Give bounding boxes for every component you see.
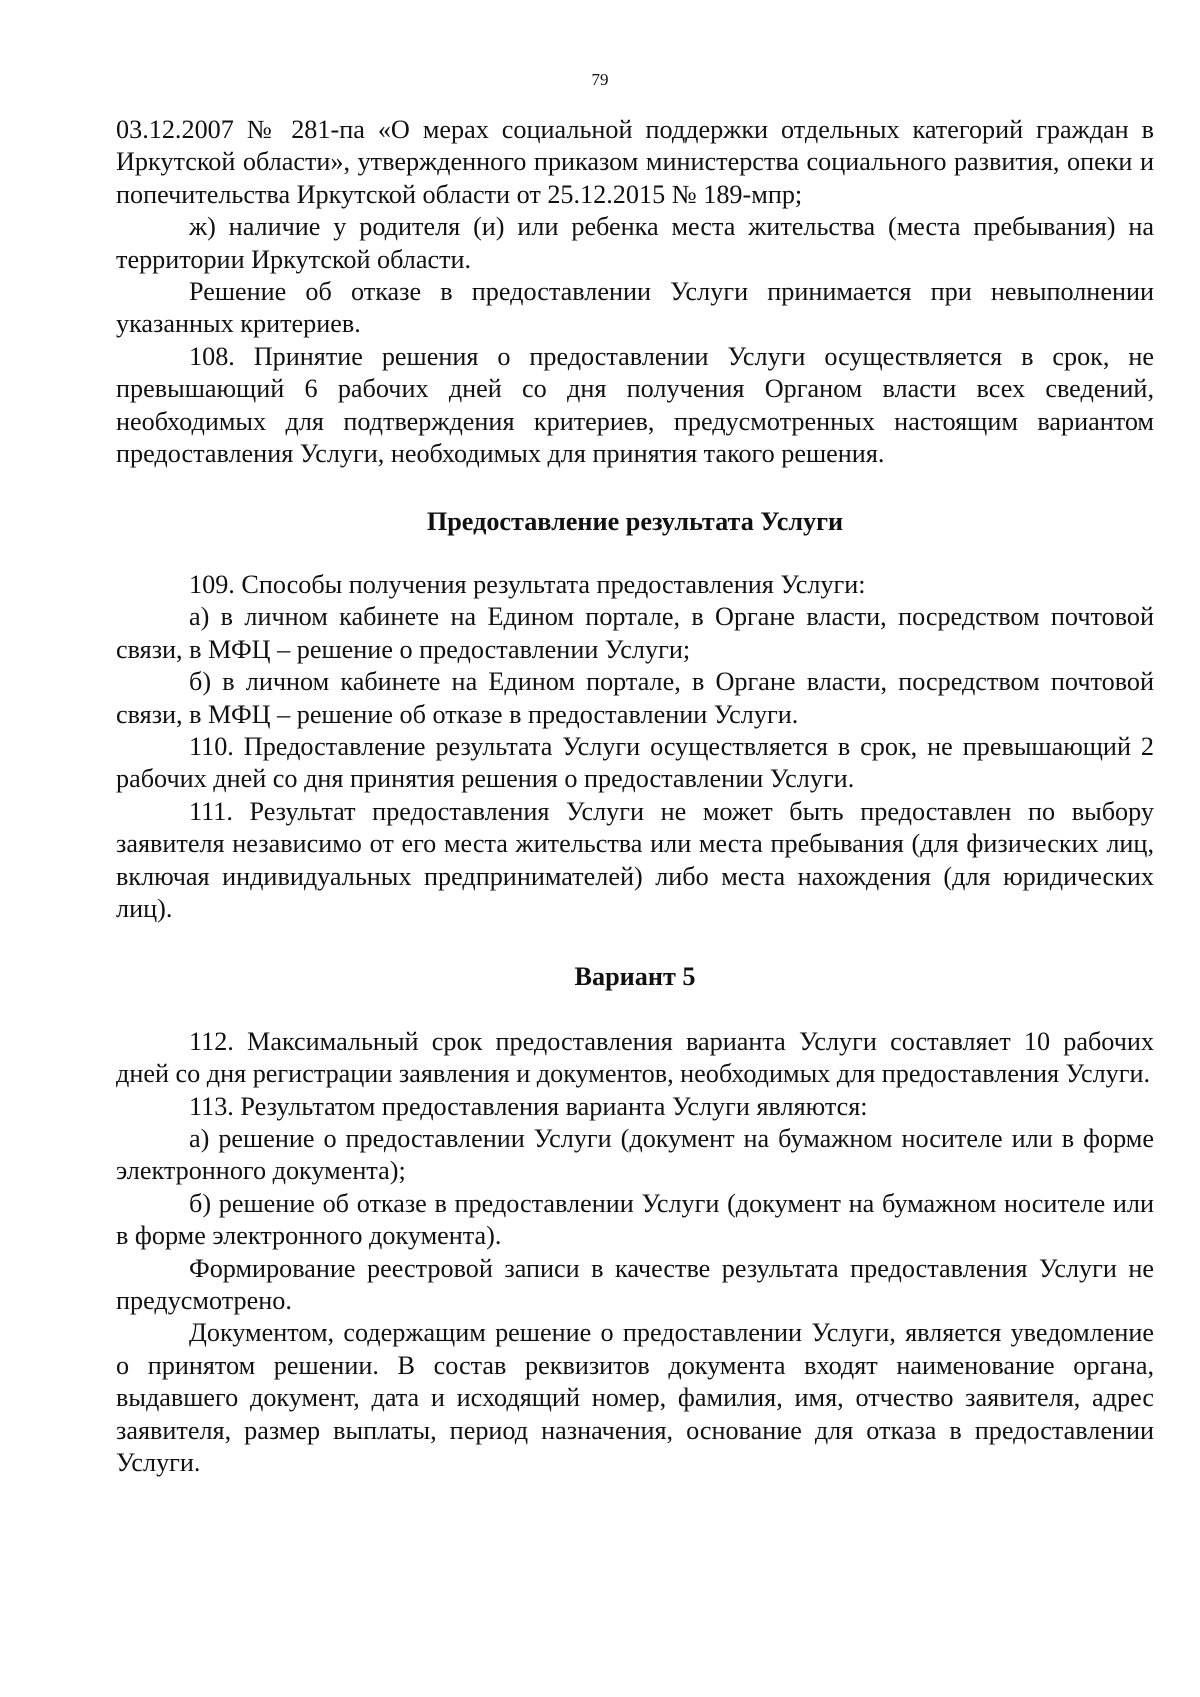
paragraph: 113. Результатом предоставления варианта Услуги являются: <box>189 1091 868 1121</box>
paragraph: 112. Максимальный срок предоставления варианта Услуги составляет 10 рабочих дней со дня регистрации заявления и документов, необходимых для предоставления Услуги. <box>116 1026 1154 1089</box>
document-body <box>116 114 1154 1479</box>
paragraph: б) в личном кабинете на Едином портале, в Органе власти, посредством почтовой связи, в МФЦ – решение об отказе в предоставлении Услуги. <box>116 667 1154 729</box>
page-number: 79 <box>591 70 609 89</box>
paragraph: ж) наличие у родителя (и) или ребенка места жительства (места пребывания) на территории Иркутской области. <box>116 212 1154 274</box>
section-heading: Предоставление результата Услуги <box>426 507 844 537</box>
paragraph: Формирование реестровой записи в качестве результата предоставления Услуги не предусмотрено. <box>116 1253 1154 1315</box>
paragraph: а) в личном кабинете на Едином портале, в Органе власти, посредством почтовой связи, в МФЦ – решение о предоставлении Услуги; <box>116 602 1154 664</box>
paragraph: Решение об отказе в предоставлении Услуги принимается при невыполнении указанных критериев. <box>116 277 1154 339</box>
paragraph: 109. Способы получения результата предоставления Услуги: <box>189 569 866 599</box>
paragraph: а) решение о предоставлении Услуги (документ на бумажном носителе или в форме электронного документа); <box>116 1123 1154 1186</box>
paragraph: 110. Предоставление результата Услуги осуществляется в срок, не превышающий 2 рабочих дней со дня принятия решения о предоставлении Услуги. <box>116 731 1154 794</box>
paragraph: 111. Результат предоставления Услуги не может быть предоставлен по выбору заявителя независимо от его места жительства или места пребывания (для физических лиц, включая индивидуальных предпринимателей) либо места нахождения (для юридических лиц). <box>116 796 1154 923</box>
section-heading: Вариант 5 <box>574 962 696 992</box>
paragraph: Документом, содержащим решение о предоставлении Услуги, является уведомление о принятом решении. В состав реквизитов документа входят наименование органа, выдавшего документ, дата и исходящий номер, фамилия, имя, отчество заявителя, адрес заявителя, размер выплаты, период назначения, основание для отказа в предоставлении Услуги. <box>116 1318 1154 1478</box>
paragraph: б) решение об отказе в предоставлении Услуги (документ на бумажном носителе или в форме электронного документа). <box>116 1188 1154 1251</box>
paragraph: 03.12.2007 № 281-па «О мерах социальной поддержки отдельных категорий граждан в Иркутской области», утвержденного приказом министерства социального развития, опеки и попечительства Иркутской области от 25.12.2015 № 189-мпр; <box>116 115 1154 209</box>
paragraph: 108. Принятие решения о предоставлении Услуги осуществляется в срок, не превышающий 6 рабочих дней со дня получения Органом власти всех сведений, необходимых для подтверждения критериев, предусмотренных настоящим вариантом предоставления Услуги, необходимых для принятия такого решения. <box>116 341 1154 469</box>
